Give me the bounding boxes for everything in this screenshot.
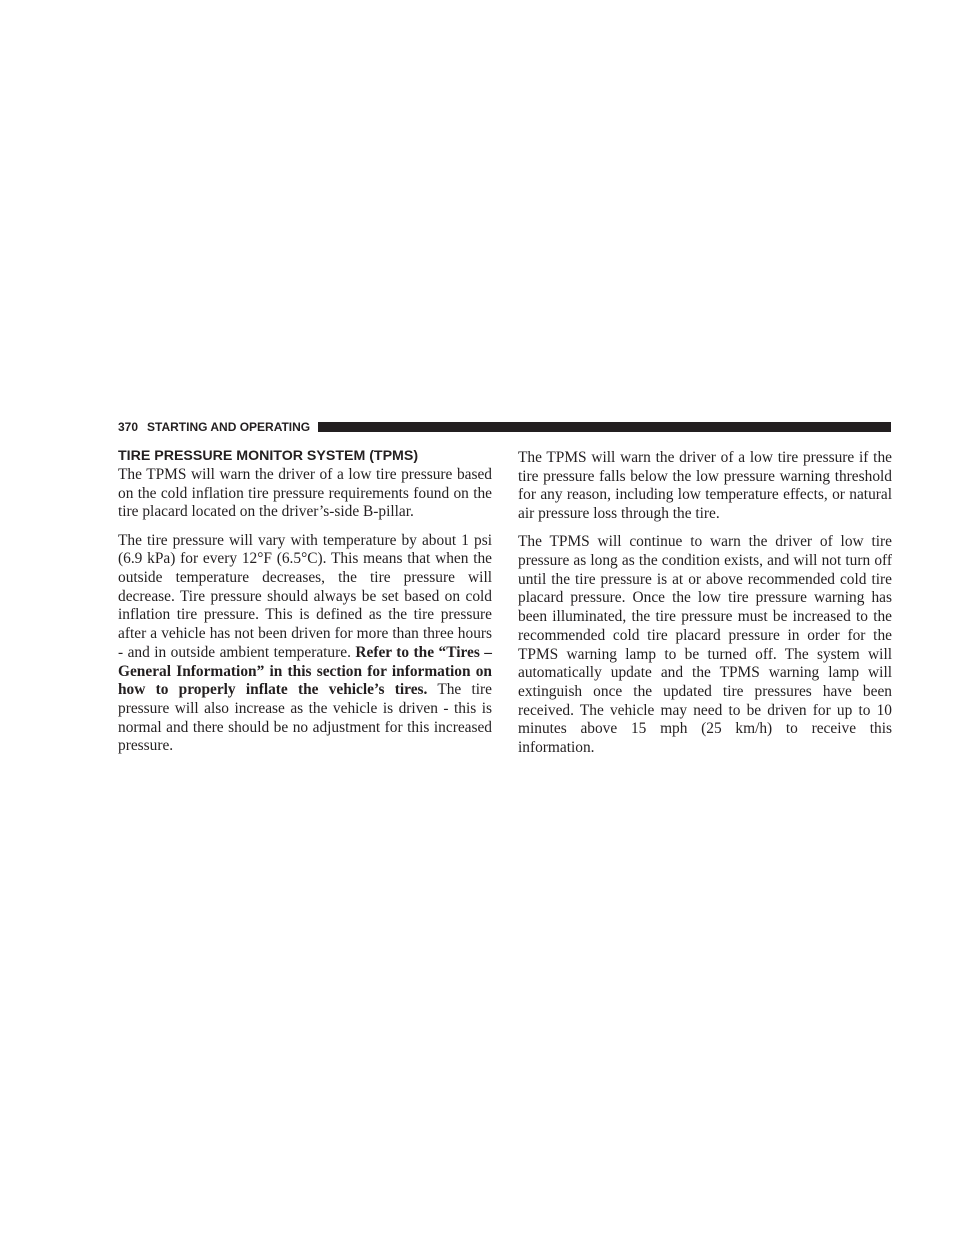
section-title: STARTING AND OPERATING bbox=[147, 420, 311, 434]
bold-reference: Refer to the “Tires – General Information” in this section for information on how to properly inflate the vehicle’s tires. bbox=[118, 643, 492, 699]
page-number: 370 bbox=[118, 420, 139, 434]
section-heading: TIRE PRESSURE MONITOR SYSTEM (TPMS) bbox=[118, 448, 419, 464]
paragraph-text: The tire pressure will vary with temperature by about 1 psi (6.9 kPa) for every 12°F (6.5°C). This means that when the outside temperature decreases, the tire pressure will decrease. Tire pressure should always be set based on cold inflation tire pressure. This is defined as the tire pressure after a vehicle has not been driven for more than three hours - and in outside ambient temperature. bbox=[118, 531, 492, 661]
right-column bbox=[518, 449, 892, 767]
header-rule bbox=[318, 422, 891, 432]
paragraph-warning: The TPMS will warn the driver of a low tire pressure if the tire pressure falls below the low pressure warning threshold for any reason, including low temperature effects, or natural air pressure loss through the tire. bbox=[518, 449, 892, 523]
paragraph-temperature bbox=[118, 532, 492, 756]
paragraph-placard: The TPMS will warn the driver of a low tire pressure based on the cold inflation tire pressure requirements found on the tire placard located on the driver’s-side B-pillar. bbox=[118, 466, 492, 521]
left-column bbox=[118, 447, 492, 766]
paragraph-text: The tire pressure will also increase as the vehicle is driven - this is normal and there should be no adjustment for this increased pressure. bbox=[118, 681, 492, 755]
paragraph-continue-warning: The TPMS will continue to warn the driver of low tire pressure as long as the condition exists, and will not turn off until the tire pressure is at or above recommended cold tire placard pressure. Once the low tire pressure warning has been illuminated, the tire pressure must be increased to the recommended cold tire placard pressure in order for the TPMS warning lamp to be turned off. The system will automatically update and the TPMS warning lamp will extinguish once the updated tire pressures have been received. The vehicle may need to be driven for up to 10 minutes above 15 mph (25 km/h) to receive this information. bbox=[518, 533, 892, 757]
page-header bbox=[118, 419, 891, 435]
